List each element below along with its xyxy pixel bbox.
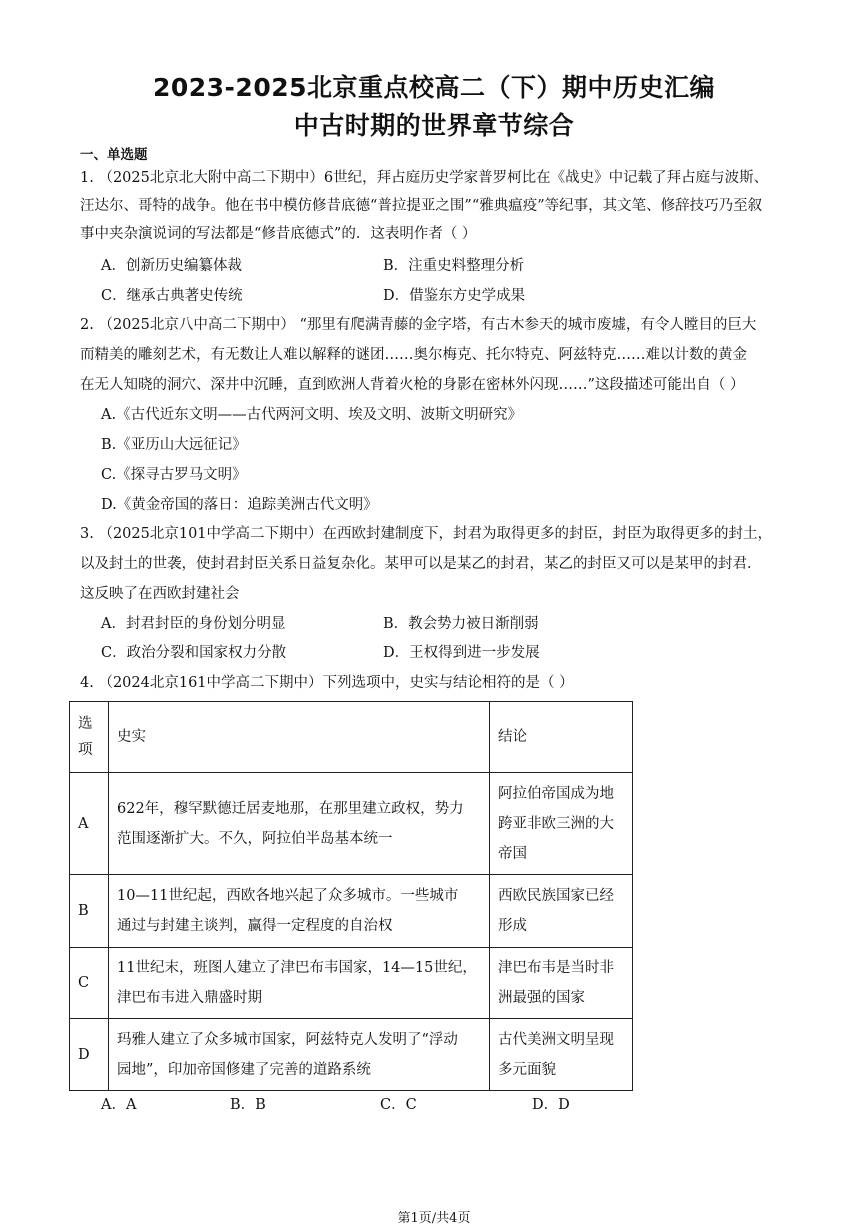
section-heading: 一、单选题: [80, 147, 148, 163]
question-1-stem-line: 1. （2025北京北大附中高二下期中）6世纪，拜占庭历史学家普罗柯比在《战史》中记载了拜占庭与波斯、: [80, 170, 769, 186]
question-1-option-c: C．继承古典著史传统: [101, 288, 243, 304]
table-cell-fact-line: 玛雅人建立了众多城市国家，阿兹特克人发明了“浮动: [117, 1031, 458, 1048]
table-cell-conclusion-line: 西欧民族国家已经: [498, 888, 614, 904]
table-cell-fact-line: 10—11世纪起，西欧各地兴起了众多城市。一些城市: [117, 888, 459, 904]
table-cell-conclusion: [490, 948, 633, 1019]
table-cell-fact-line: 园地”，印加帝国修建了完善的道路系统: [117, 1061, 371, 1078]
question-4-option-d: D．D: [532, 1097, 570, 1113]
question-3-option-d: D．王权得到进一步发展: [383, 645, 540, 661]
question-1-option-b: B．注重史料整理分析: [383, 258, 525, 274]
table-header-fact: 史实: [109, 702, 490, 773]
table-cell-conclusion-line: 津巴布韦是当时非: [498, 960, 614, 976]
table-cell-fact-line: 622年，穆罕默德迁居麦地那，在那里建立政权，势力: [117, 800, 464, 817]
question-4-stem-line: 4. （2024北京161中学高二下期中）下列选项中，史实与结论相符的是（ ）: [80, 675, 574, 691]
question-4-option-c: C．C: [380, 1097, 417, 1113]
question-2-option-b: B.《亚历山大远征记》: [101, 437, 247, 453]
table-cell-key: B: [70, 875, 109, 948]
question-1-option-d: D．借鉴东方史学成果: [383, 288, 526, 304]
question-1-stem-line: 事中夹杂演说词的写法都是“修昔底德式”的．这表明作者（ ）: [80, 226, 477, 242]
table-cell-fact: [109, 875, 490, 948]
table-cell-conclusion: [490, 773, 633, 875]
table-cell-conclusion-line: 阿拉伯帝国成为地: [498, 785, 614, 802]
question-3-stem-line: 这反映了在西欧封建社会: [80, 586, 240, 602]
table-cell-fact: [109, 1019, 490, 1091]
question-4-option-a: A．A: [101, 1097, 137, 1113]
document-subtitle: 中古时期的世界章节综合: [293, 111, 575, 140]
question-3-option-a: A．封君封臣的身份划分明显: [101, 616, 286, 632]
question-3-option-c: C．政治分裂和国家权力分散: [101, 645, 287, 661]
question-1-stem-line: 汪达尔、哥特的战争。他在书中模仿修昔底德“普拉提亚之围”“雅典瘟疫”等纪事，其文笔、修辞技巧乃至叙: [80, 198, 763, 214]
table-cell-key: D: [70, 1019, 109, 1091]
page-number: 第1页/共4页: [397, 1211, 471, 1226]
table-cell-key: C: [70, 948, 109, 1019]
document-title: 2023-2025北京重点校高二（下）期中历史汇编: [152, 73, 716, 102]
table-cell-conclusion-line: 形成: [498, 918, 527, 934]
table-cell-conclusion-line: 古代美洲文明呈现: [498, 1031, 614, 1048]
table-cell-fact-line: 通过与封建主谈判，赢得一定程度的自治权: [117, 918, 393, 934]
question-2-option-a: A.《古代近东文明——古代两河文明、埃及文明、波斯文明研究》: [101, 407, 523, 423]
table-cell-conclusion-line: 跨亚非欧三洲的大: [498, 815, 614, 832]
table-cell-conclusion-line: 洲最强的国家: [498, 990, 585, 1006]
question-4-table: [69, 701, 633, 1091]
table-cell-fact: [109, 948, 490, 1019]
table-cell-fact: [109, 773, 490, 875]
table-cell-conclusion: [490, 875, 633, 948]
table-cell-conclusion-line: 多元面貌: [498, 1061, 556, 1078]
table-row: [70, 1019, 633, 1091]
question-3-stem-line: 以及封土的世袭，使封君封臣关系日益复杂化。某甲可以是某乙的封君，某乙的封臣又可以是某甲的封君．: [80, 556, 762, 572]
table-header-option-text: 选项: [78, 716, 93, 758]
question-3-option-b: B．教会势力被日渐削弱: [383, 616, 539, 632]
table-cell-fact-line: 11世纪末，班图人建立了津巴布韦国家，14—15世纪，: [117, 960, 477, 976]
table-cell-key: A: [70, 773, 109, 875]
question-2-stem-line: 2. （2025北京八中高二下期中） “那里有爬满青藤的金字塔，有古木参天的城市废墟，有令人瞠目的巨大: [80, 317, 757, 333]
table-cell-fact-line: 津巴布韦进入鼎盛时期: [117, 990, 262, 1006]
table-header-conclusion: 结论: [490, 702, 633, 773]
question-2-option-c: C.《探寻古罗马文明》: [101, 467, 247, 483]
question-3-stem-line: 3. （2025北京101中学高二下期中）在西欧封建制度下，封君为取得更多的封臣，封臣为取得更多的封土，: [80, 526, 773, 542]
question-1-option-a: A．创新历史编纂体裁: [101, 258, 242, 274]
table-row: [70, 773, 633, 875]
table-cell-conclusion-line: 帝国: [498, 845, 527, 862]
table-row: [70, 875, 633, 948]
table-cell-conclusion: [490, 1019, 633, 1091]
table-row: [70, 948, 633, 1019]
question-2-stem-line: 而精美的雕刻艺术，有无数让人难以解释的谜团……奥尔梅克、托尔特克、阿兹特克……难以计数的黄金: [80, 347, 747, 363]
question-4-option-b: B．B: [230, 1097, 266, 1113]
table-header-row: [70, 702, 633, 773]
table-header-option: [70, 702, 109, 773]
question-2-stem-line: 在无人知晓的洞穴、深井中沉睡，直到欧洲人背着火枪的身影在密林外闪现……”这段描述可能出自（ ）: [80, 377, 745, 393]
table-cell-fact-line: 范围逐渐扩大。不久，阿拉伯半岛基本统一: [117, 830, 393, 847]
question-2-option-d: D.《黄金帝国的落日：追踪美洲古代文明》: [101, 497, 378, 513]
